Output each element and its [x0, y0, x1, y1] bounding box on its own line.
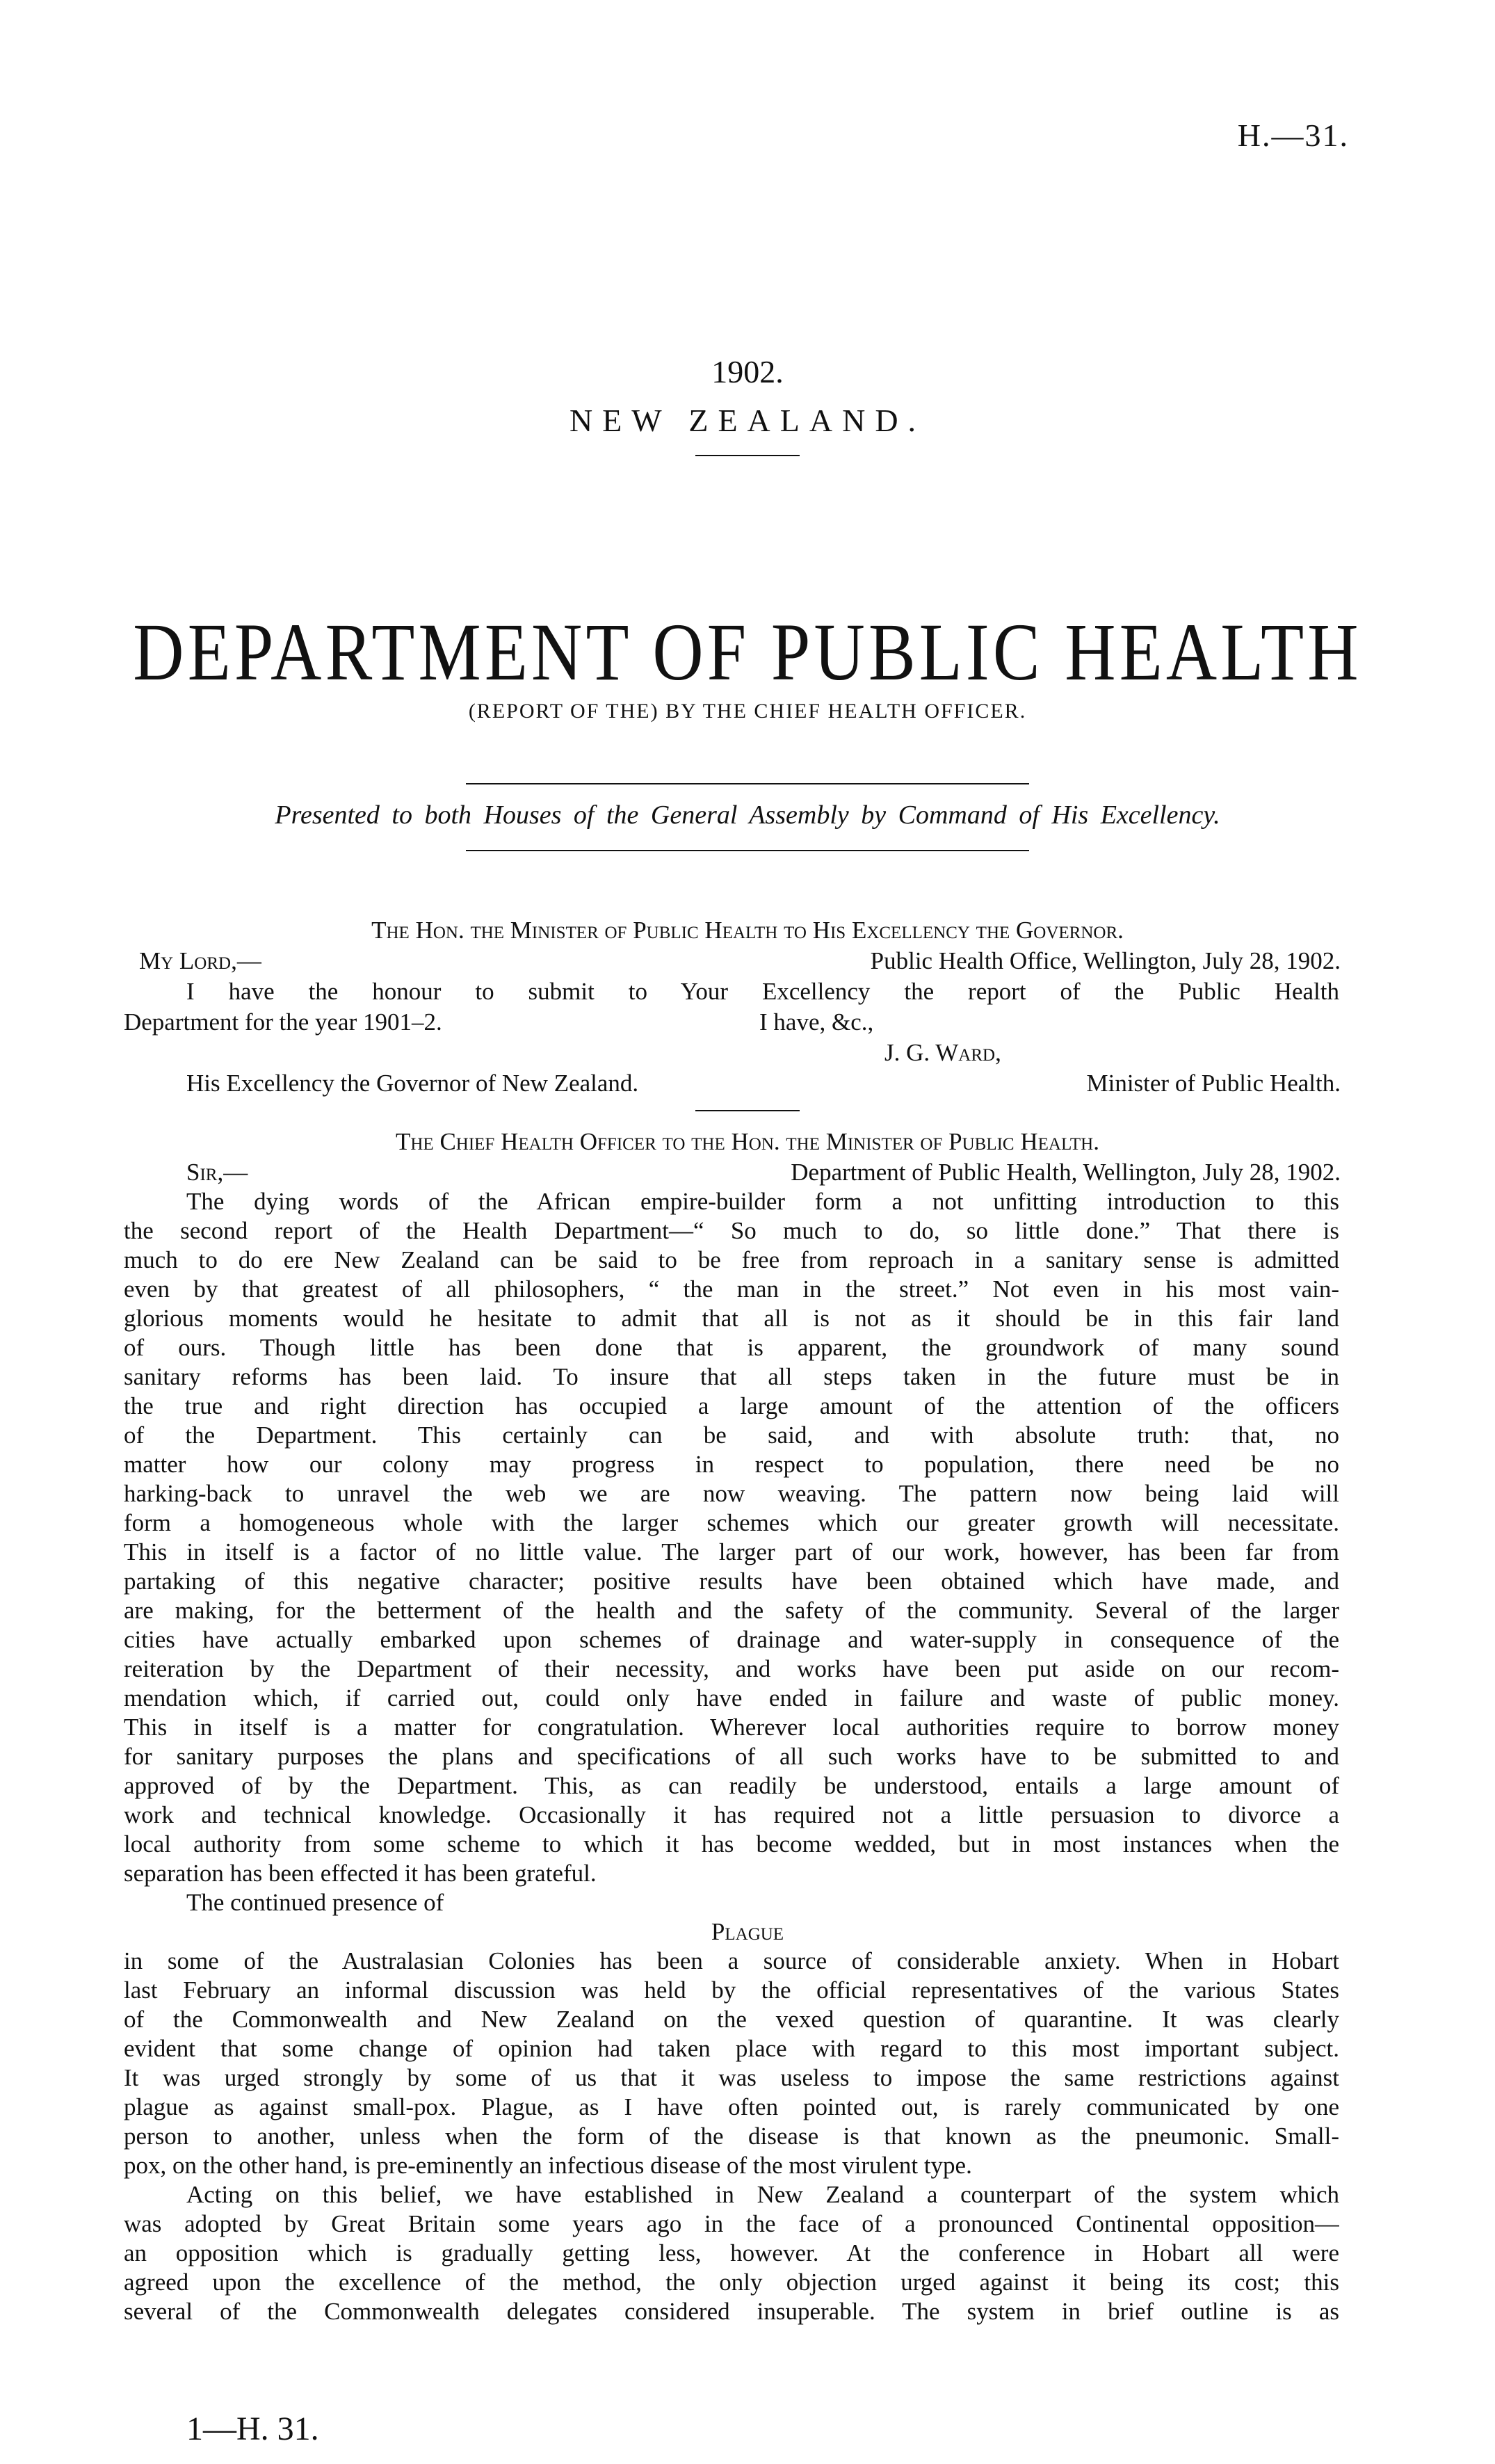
body-line: The dying words of the African empire-builder form a not unfitting introduction to this — [186, 1188, 1339, 1215]
body-line: glorious moments would he hesitate to admit that all is not as it should be in this fair land — [124, 1305, 1339, 1332]
plague-line: an opposition which is gradually getting less, however. At the conference in Hobart all were — [124, 2239, 1339, 2266]
plague-line: Acting on this belief, we have established in New Zealand a counterpart of the system which — [186, 2181, 1339, 2208]
plague-line: pox, on the other hand, is pre-eminently an infectious disease of the most virulent type. — [124, 2152, 972, 2179]
body-line: partaking of this negative character; positive results have been obtained which have made, and — [124, 1568, 1339, 1595]
presented-bottom-rule — [466, 850, 1029, 851]
letter1-body-line: Department for the year 1901–2. — [124, 1008, 442, 1036]
body-line: for sanitary purposes the plans and specifications of all such works have to be submitted to and — [124, 1743, 1339, 1770]
plague-line: in some of the Australasian Colonies has been a source of considerable anxiety. When in Hobart — [124, 1947, 1339, 1974]
plague-line: plague as against small-pox. Plague, as I have often pointed out, is rarely communicated by one — [124, 2093, 1339, 2120]
letter1-salutation: My Lord,— — [139, 947, 261, 974]
page-title: DEPARTMENT OF PUBLIC HEALTH — [133, 606, 1362, 698]
letter1-body-line: I have the honour to submit to Your Excellency the report of the Public Health — [186, 978, 1339, 1005]
body-line: even by that greatest of all philosophers, “ the man in the street.” Not even in his most vain- — [124, 1275, 1339, 1303]
plague-line: evident that some change of opinion had taken place with regard to this most important subject. — [124, 2035, 1339, 2062]
plague-line: agreed upon the excellence of the method, the only objection urged against it being its cost; this — [124, 2269, 1339, 2296]
masthead-country: NEW ZEALAND. — [569, 403, 926, 438]
body-line: cities have actually embarked upon schemes of drainage and water-supply in consequence of the — [124, 1626, 1339, 1653]
page-subtitle: (REPORT OF THE) BY THE CHIEF HEALTH OFFICER. — [468, 700, 1027, 723]
body-line: local authority from some scheme to which it has become wedded, but in most instances when the — [124, 1830, 1339, 1858]
letter1-signatory-title: Minister of Public Health. — [1086, 1070, 1341, 1097]
body-line: form a homogeneous whole with the larger schemes which our greater growth will necessitate. — [124, 1509, 1339, 1536]
body-line: reiteration by the Department of their necessity, and works have been put aside on our recom- — [124, 1655, 1339, 1682]
lead-in-line: The continued presence of — [186, 1889, 444, 1916]
section-heading-plague: Plague — [711, 1918, 784, 1945]
plague-line: of the Commonwealth and New Zealand on the vexed question of quarantine. It was clearly — [124, 2006, 1339, 2033]
body-line: This in itself is a matter for congratulation. Wherever local authorities require to borrow money — [124, 1714, 1339, 1741]
plague-line: person to another, unless when the form of the disease is that known as the pneumonic. Small- — [124, 2123, 1339, 2150]
presented-line: Presented to both Houses of the General Assembly by Command of His Excellency. — [275, 800, 1220, 830]
body-line: work and technical knowledge. Occasionally it has required not a little persuasion to divorce a — [124, 1801, 1339, 1828]
plague-line: last February an informal discussion was held by the official representatives of the various States — [124, 1976, 1339, 2004]
letter-divider — [695, 1110, 800, 1111]
body-line: sanitary reforms has been laid. To insure that all steps taken in the future must be in — [124, 1363, 1339, 1390]
letter1-heading: The Hon. the Minister of Public Health to His Excellency the Governor. — [371, 917, 1124, 944]
letter1-addressee: His Excellency the Governor of New Zealand. — [186, 1070, 639, 1097]
plague-line: several of the Commonwealth delegates considered insuperable. The system in brief outline is as — [124, 2298, 1339, 2325]
body-line: mendation which, if carried out, could only have ended in failure and waste of public money. — [124, 1684, 1339, 1712]
body-line: This in itself is a factor of no little value. The larger part of our work, however, has been far from — [124, 1538, 1339, 1565]
letter1-place-date: Public Health Office, Wellington, July 28, 1902. — [870, 947, 1341, 974]
letter2-place-date: Department of Public Health, Wellington, July 28, 1902. — [791, 1159, 1341, 1186]
masthead-rule — [695, 455, 800, 456]
letter1-closing: I have, &c., — [759, 1008, 874, 1036]
body-line: of the Department. This certainly can be said, and with absolute truth: that, no — [124, 1422, 1339, 1449]
page-footer-reference: 1—H. 31. — [186, 2410, 319, 2447]
body-line: are making, for the betterment of the health and the safety of the community. Several of the larger — [124, 1597, 1339, 1624]
document-reference: H.—31. — [1237, 118, 1349, 153]
body-line: much to do ere New Zealand can be said to be free from reproach in a sanitary sense is admitted — [124, 1246, 1339, 1273]
body-line: matter how our colony may progress in respect to population, there need be no — [124, 1451, 1339, 1478]
body-line: the second report of the Health Department—“ So much to do, so little done.” That there is — [124, 1217, 1339, 1244]
body-line: the true and right direction has occupied a large amount of the attention of the officers — [124, 1392, 1339, 1419]
presented-top-rule — [466, 783, 1029, 784]
body-line: separation has been effected it has been grateful. — [124, 1860, 597, 1887]
letter2-heading: The Chief Health Officer to the Hon. the Minister of Public Health. — [395, 1128, 1099, 1155]
letter1-signatory: J. G. Ward, — [884, 1039, 1001, 1066]
body-line: approved of by the Department. This, as can readily be understood, entails a large amount of — [124, 1772, 1339, 1799]
letter2-salutation: Sir,— — [186, 1159, 248, 1186]
plague-line: was adopted by Great Britain some years ago in the face of a pronounced Continental opposition— — [124, 2210, 1339, 2237]
masthead-year: 1902. — [711, 354, 784, 389]
body-line: harking-back to unravel the web we are now weaving. The pattern now being laid will — [124, 1480, 1339, 1507]
body-line: of ours. Though little has been done that is apparent, the groundwork of many sound — [124, 1334, 1339, 1361]
plague-line: It was urged strongly by some of us that it was useless to impose the same restrictions against — [124, 2064, 1339, 2091]
